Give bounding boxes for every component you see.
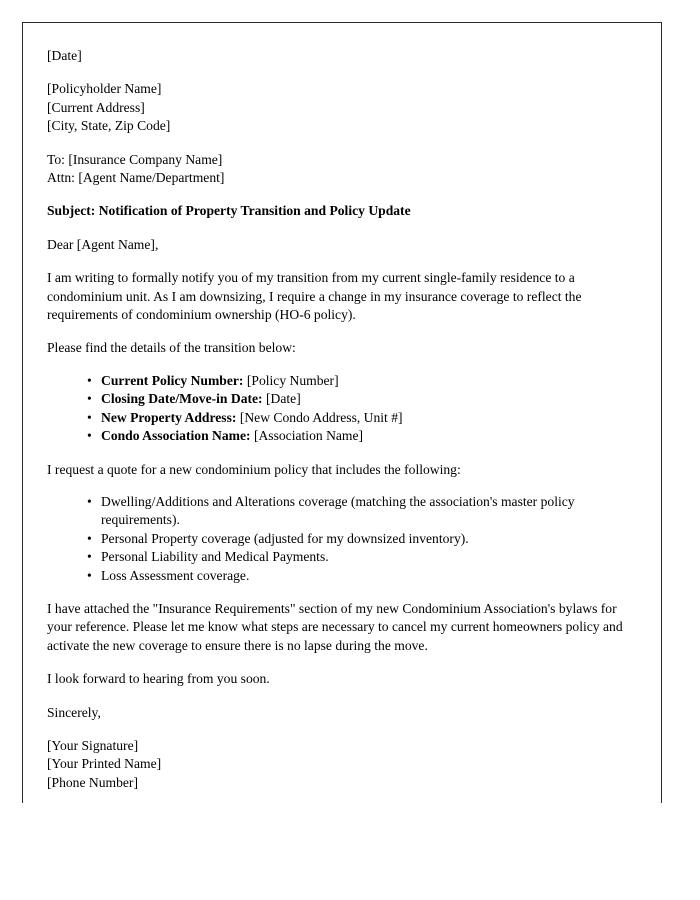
body-paragraph-4: I have attached the "Insurance Requirements" section of my new Condominium Association's bylaws for your reference. Please let me know what steps are necessary to cancel my current homeowners policy and activate the new coverage to ensure there is no lapse during the move.: [47, 600, 623, 653]
body-paragraph-2: Please find the details of the transition below:: [47, 340, 296, 356]
list-item: [87, 409, 629, 427]
signature-block: [47, 737, 629, 792]
detail-label: Closing Date/Move-in Date:: [101, 391, 263, 407]
list-item: [87, 372, 629, 390]
list-item: • Dwelling/Additions and Alterations coverage (matching the association's master policy requirements).: [87, 493, 629, 530]
spacer: [47, 722, 629, 737]
detail-value: [Date]: [266, 391, 301, 407]
spacer: [47, 689, 629, 704]
spacer: [47, 479, 629, 493]
printed-name-line: [Your Printed Name]: [47, 756, 162, 772]
signature-placeholder-line: [Your Signature]: [47, 737, 139, 753]
recipient-attn-line: Attn: [Agent Name/Department]: [47, 170, 225, 186]
spacer: [47, 65, 629, 80]
detail-label: New Property Address:: [101, 409, 237, 425]
recipient-address-block: [47, 151, 629, 188]
date-block: [47, 47, 629, 65]
body-paragraph-3: I request a quote for a new condominium policy that includes the following:: [47, 461, 461, 477]
spacer: [47, 187, 629, 202]
detail-value: [Policy Number]: [246, 372, 339, 388]
spacer: [47, 585, 629, 600]
spacer: [47, 358, 629, 372]
body-paragraph-5: I look forward to hearing from you soon.: [47, 671, 270, 687]
spacer: [47, 136, 629, 151]
detail-label: Current Policy Number:: [101, 372, 244, 388]
spacer: [47, 655, 629, 670]
sender-address-block: [47, 80, 629, 135]
spacer: [47, 446, 629, 461]
sender-name-line: [Policyholder Name]: [47, 81, 162, 97]
subject-line: Subject: Notification of Property Transition and Policy Update: [47, 203, 411, 219]
recipient-company-line: To: [Insurance Company Name]: [47, 151, 223, 167]
salutation-line: Dear [Agent Name],: [47, 236, 159, 252]
list-item: • Personal Liability and Medical Payments.: [87, 548, 629, 566]
list-item: [87, 390, 629, 408]
body-paragraph-1: I am writing to formally notify you of my transition from my current single-family residence to a condominium unit. As I am downsizing, I require a change in my insurance coverage to reflect the requirements of condominium ownership (HO-6 policy).: [47, 270, 582, 323]
letter-content: [47, 47, 629, 792]
sender-address-line: [Current Address]: [47, 99, 145, 115]
closing-line: Sincerely,: [47, 704, 101, 720]
detail-value: [New Condo Address, Unit #]: [239, 409, 403, 425]
list-item: • Loss Assessment coverage.: [87, 567, 629, 585]
date-line: [Date]: [47, 48, 82, 63]
detail-value: [Association Name]: [253, 428, 364, 444]
detail-label: Condo Association Name:: [101, 428, 251, 444]
letter-page: [22, 22, 662, 803]
spacer: [47, 221, 629, 236]
spacer: [47, 324, 629, 339]
coverage-request-list: [47, 493, 629, 585]
phone-number-line: [Phone Number]: [47, 774, 138, 790]
sender-city-state-zip-line: [City, State, Zip Code]: [47, 118, 171, 134]
transition-details-list: [47, 372, 629, 446]
list-item: [87, 427, 629, 445]
spacer: [47, 254, 629, 269]
list-item: • Personal Property coverage (adjusted for my downsized inventory).: [87, 530, 629, 548]
